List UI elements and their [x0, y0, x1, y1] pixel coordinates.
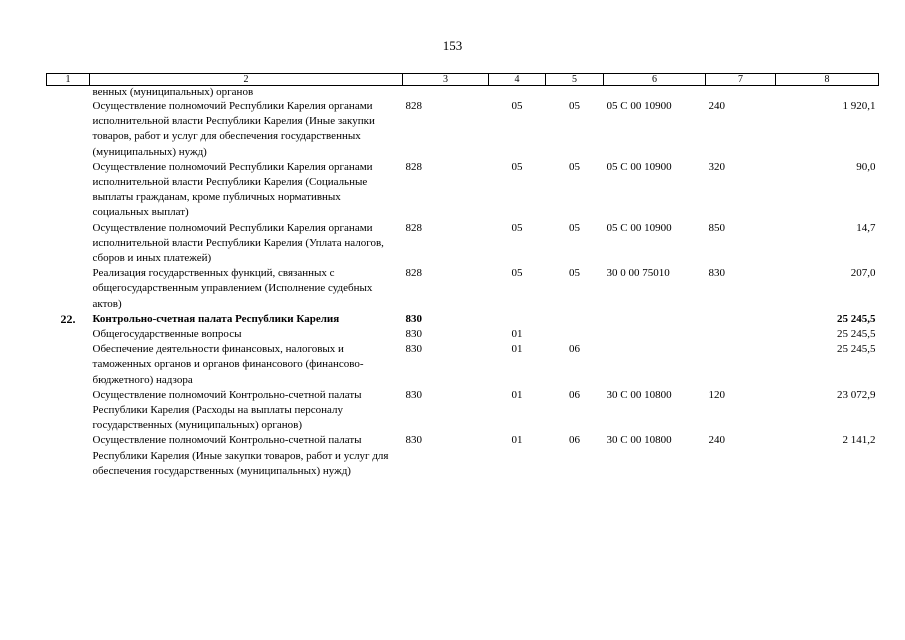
row-ministry-code: 830	[405, 388, 422, 401]
table-row	[47, 99, 879, 160]
row-name: Осуществление полномочий Республики Карелия органами исполнительной власти Республики Карелия (Уплата налогов, сборов и иных платежей)	[92, 221, 384, 265]
table-row	[47, 160, 879, 221]
row-target-article: 30 0 00 75010	[606, 267, 670, 280]
page-number: 153	[442, 38, 463, 53]
row-ministry-code: 830	[405, 343, 422, 356]
table-header	[47, 74, 879, 86]
row-target-article: 05 С 00 10900	[606, 221, 672, 234]
row-target-article	[604, 342, 706, 388]
table-row	[47, 221, 879, 267]
row-target-article	[604, 312, 706, 327]
row-subsection: 05	[569, 100, 580, 112]
row-amount	[776, 86, 879, 100]
row-expense-type	[706, 86, 776, 100]
row-target-article: 30 С 00 10800	[606, 388, 672, 401]
row-section: 05	[511, 221, 523, 234]
row-number	[47, 327, 90, 342]
row-expense-type	[706, 312, 776, 327]
row-amount: 90,0	[856, 160, 876, 173]
table-row	[47, 433, 879, 479]
row-subsection	[546, 86, 604, 100]
row-section	[489, 312, 546, 327]
row-amount: 2 141,2	[842, 434, 876, 447]
row-expense-type	[706, 327, 776, 342]
row-target-article: 30 С 00 10800	[606, 434, 672, 447]
row-ministry-code: 828	[405, 100, 422, 112]
row-section: 05	[511, 100, 523, 112]
header-col-1: 1	[47, 74, 90, 86]
row-number: 22.	[60, 311, 76, 326]
header-col-8: 8	[776, 74, 879, 86]
header-col-3: 3	[403, 74, 489, 86]
table-row	[47, 327, 879, 342]
row-number	[47, 266, 90, 312]
header-col-6: 6	[604, 74, 706, 86]
row-target-article: 05 С 00 10900	[606, 160, 672, 173]
row-ministry-code	[403, 86, 489, 100]
row-section: 01	[511, 388, 523, 401]
row-ministry-code: 830	[405, 328, 422, 341]
row-amount: 207,0	[850, 267, 876, 280]
row-section	[489, 86, 546, 100]
row-expense-type: 240	[708, 100, 725, 112]
row-name: Реализация государственных функций, связанных с общегосударственным управлением (Исполнение судебных актов)	[92, 267, 373, 310]
row-target-article	[604, 327, 706, 342]
row-section: 01	[511, 343, 523, 356]
row-ministry-code: 830	[405, 434, 422, 447]
row-ministry-code: 828	[405, 221, 422, 234]
row-section: 01	[511, 328, 523, 341]
row-name: Осуществление полномочий Контрольно-счетной палаты Республики Карелия (Расходы на выплаты персоналу государственных (муниципальных) органов)	[92, 388, 362, 432]
header-col-4: 4	[489, 74, 546, 86]
row-amount: 14,7	[856, 221, 876, 234]
row-name: Осуществление полномочий Республики Карелия органами исполнительной власти Республики Карелия (Социальные выплаты гражданам, кроме публичных нормативных социальных выплат)	[92, 160, 373, 219]
row-subsection: 05	[569, 221, 580, 234]
row-expense-type	[706, 342, 776, 388]
table-row	[47, 342, 879, 388]
row-subsection: 05	[569, 160, 580, 173]
row-subsection: 05	[569, 267, 580, 280]
header-col-2: 2	[90, 74, 403, 86]
row-number	[47, 342, 90, 388]
row-name: Осуществление полномочий Республики Карелия органами исполнительной власти Республики Карелия (Иные закупки товаров, работ и услуг для обеспечения государственных (муниципальных) нужд)	[92, 100, 375, 158]
row-section: 05	[511, 267, 523, 280]
row-expense-type: 120	[708, 388, 725, 401]
row-amount: 23 072,9	[837, 388, 876, 401]
table-row	[47, 86, 879, 100]
row-expense-type: 240	[708, 434, 725, 447]
row-ministry-code: 828	[405, 160, 422, 173]
row-expense-type: 830	[708, 267, 725, 280]
row-subsection	[546, 327, 604, 342]
table-row	[47, 388, 879, 434]
table-row	[47, 266, 879, 312]
row-name: Общегосударственные вопросы	[92, 328, 242, 341]
row-amount: 25 245,5	[837, 343, 876, 356]
row-expense-type: 320	[708, 160, 725, 173]
row-amount: 1 920,1	[842, 100, 876, 112]
row-number	[47, 160, 90, 221]
row-ministry-code: 828	[405, 267, 422, 280]
row-target-article	[604, 86, 706, 100]
header-col-7: 7	[706, 74, 776, 86]
row-number	[47, 99, 90, 160]
row-name: Обеспечение деятельности финансовых, налоговых и таможенных органов и органов финансового (финансово-бюджетного) надзора	[92, 343, 364, 386]
row-number	[47, 433, 90, 479]
row-amount: 25 245,5	[837, 312, 876, 325]
header-col-5: 5	[546, 74, 604, 86]
row-name: Контрольно-счетная палата Республики Карелия	[92, 312, 340, 325]
row-subsection: 06	[569, 434, 580, 447]
row-amount: 25 245,5	[837, 328, 876, 341]
row-name: Осуществление полномочий Контрольно-счетной палаты Республики Карелия (Иные закупки товаров, работ и услуг для обеспечения государственных (муниципальных) нужд)	[92, 434, 389, 477]
row-number	[47, 221, 90, 267]
row-number	[47, 388, 90, 434]
row-target-article: 05 С 00 10900	[606, 100, 672, 112]
row-ministry-code: 830	[405, 312, 422, 325]
row-section: 05	[511, 160, 523, 173]
row-number	[47, 86, 90, 100]
budget-table	[46, 73, 879, 479]
row-subsection	[546, 312, 604, 327]
row-section: 01	[511, 434, 523, 447]
row-expense-type: 850	[708, 221, 725, 234]
header-row	[47, 74, 879, 86]
row-subsection: 06	[569, 343, 580, 356]
row-name: венных (муниципальных) органов	[92, 86, 254, 98]
table-body	[47, 86, 879, 480]
row-subsection: 06	[569, 388, 580, 401]
table-row-organization	[47, 312, 879, 327]
